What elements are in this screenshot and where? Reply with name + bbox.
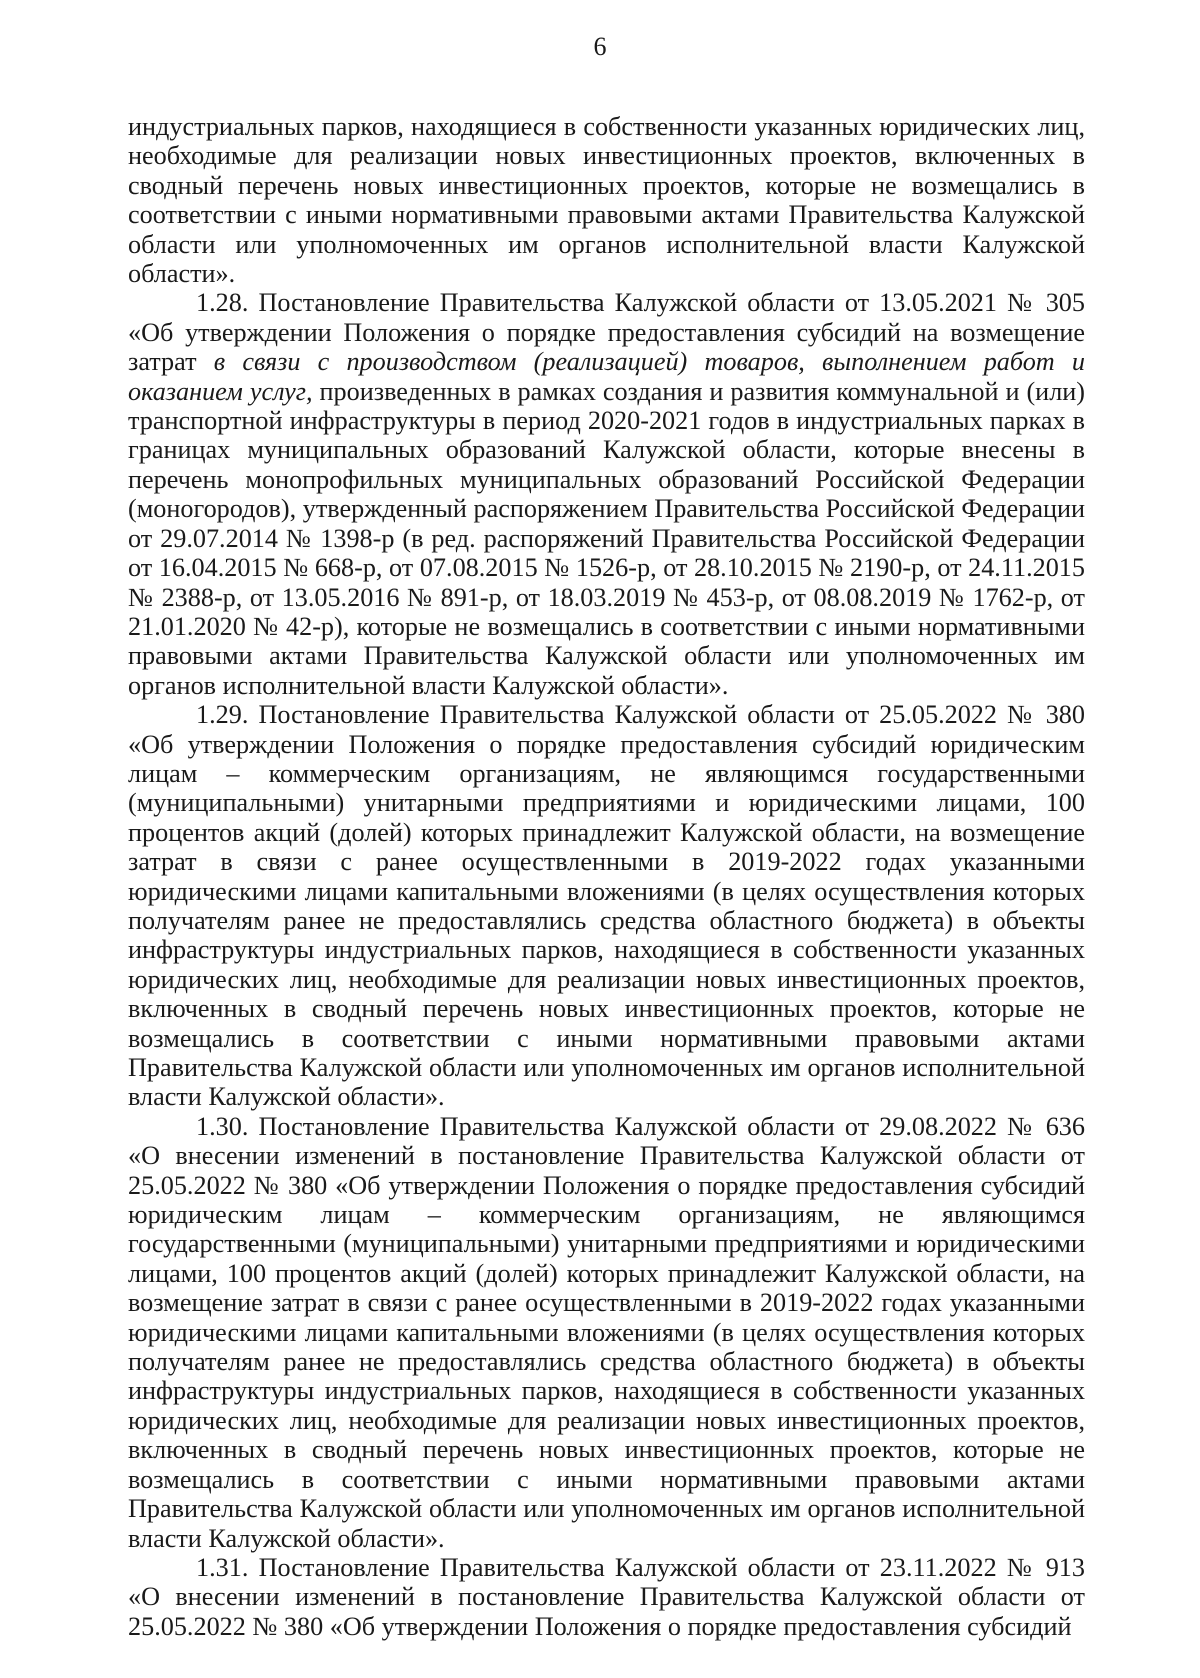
paragraph-continuation: индустриальных парков, находящиеся в собственности указанных юридических лиц, необходимые для реализации новых инвестиционных проектов, включенных в сводный перечень новых инвестиционных проектов, которые не возмещались в соответствии с иными нормативными правовыми актами Правительства Калужской области или уполномоченных им органов исполнительной власти Калужской области».	[128, 112, 1085, 289]
paragraph-item-1-28-italic: в связи с производством (реализацией) товаров, выполнением работ и оказанием услуг,	[128, 347, 1086, 406]
paragraph-item-1-31: 1.31. Постановление Правительства Калужской области от 23.11.2022 № 913 «О внесении изменений в постановление Правительства Калужской области от 25.05.2022 № 380 «Об утверждении Положения о порядке предоставления субсидий	[128, 1552, 1085, 1641]
page-number: 6	[593, 32, 607, 61]
paragraph-item-1-28-end: произведенных в рамках создания и развития коммунальной и (или) транспортной инфраструктуры в период 2020-2021 годов в индустриальных парках в границах муниципальных образований Калужской области, которые внесены в перечень монопрофильных муниципальных образований Российской Федерации (моногородов), утвержденный распоряжением Правительства Российской Федерации от 29.07.2014 № 1398-р (в ред. распоряжений Правительства Российской Федерации от 16.04.2015 № 668-р, от 07.08.2015 № 1526-р, от 28.10.2015 № 2190-р, от 24.11.2015 № 2388-р, от 13.05.2016 № 891-р, от 18.03.2019 № 453-р, от 08.08.2019 № 1762-р, от 21.01.2020 № 42-р), которые не возмещались в соответствии с иными нормативными правовыми актами Правительства Калужской области или уполномоченных им органов исполнительной власти Калужской области».	[128, 376, 1085, 700]
paragraph-item-1-28	[128, 288, 1085, 700]
paragraph-item-1-28-start: 1.28. Постановление Правительства Калужской области от 13.05.2021 № 305 «Об утверждении Положения о порядке предоставления субсидий на возмещение затрат	[128, 288, 1085, 377]
document-body	[128, 112, 1085, 1641]
paragraph-item-1-29: 1.29. Постановление Правительства Калужской области от 25.05.2022 № 380 «Об утверждении Положения о порядке предоставления субсидий юридическим лицам – коммерческим организациям, не являющимся государственными (муниципальными) унитарными предприятиями и юридическими лицами, 100 процентов акций (долей) которых принадлежит Калужской области, на возмещение затрат в связи с ранее осуществленными в 2019-2022 годах указанными юридическими лицами капитальными вложениями (в целях осуществления которых получателям ранее не предоставлялись средства областного бюджета) в объекты инфраструктуры индустриальных парков, находящиеся в собственности указанных юридических лиц, необходимые для реализации новых инвестиционных проектов, включенных в сводный перечень новых инвестиционных проектов, которые не возмещались в соответствии с иными нормативными правовыми актами Правительства Калужской области или уполномоченных им органов исполнительной власти Калужской области».	[128, 700, 1085, 1112]
paragraph-item-1-30: 1.30. Постановление Правительства Калужской области от 29.08.2022 № 636 «О внесении изменений в постановление Правительства Калужской области от 25.05.2022 № 380 «Об утверждении Положения о порядке предоставления субсидий юридическим лицам – коммерческим организациям, не являющимся государственными (муниципальными) унитарными предприятиями и юридическими лицами, 100 процентов акций (долей) которых принадлежит Калужской области, на возмещение затрат в связи с ранее осуществленными в 2019-2022 годах указанными юридическими лицами капитальными вложениями (в целях осуществления которых получателям ранее не предоставлялись средства областного бюджета) в объекты инфраструктуры индустриальных парков, находящиеся в собственности указанных юридических лиц, необходимые для реализации новых инвестиционных проектов, включенных в сводный перечень новых инвестиционных проектов, которые не возмещались в соответствии с иными нормативными правовыми актами Правительства Калужской области или уполномоченных им органов исполнительной власти Калужской области».	[128, 1111, 1085, 1553]
